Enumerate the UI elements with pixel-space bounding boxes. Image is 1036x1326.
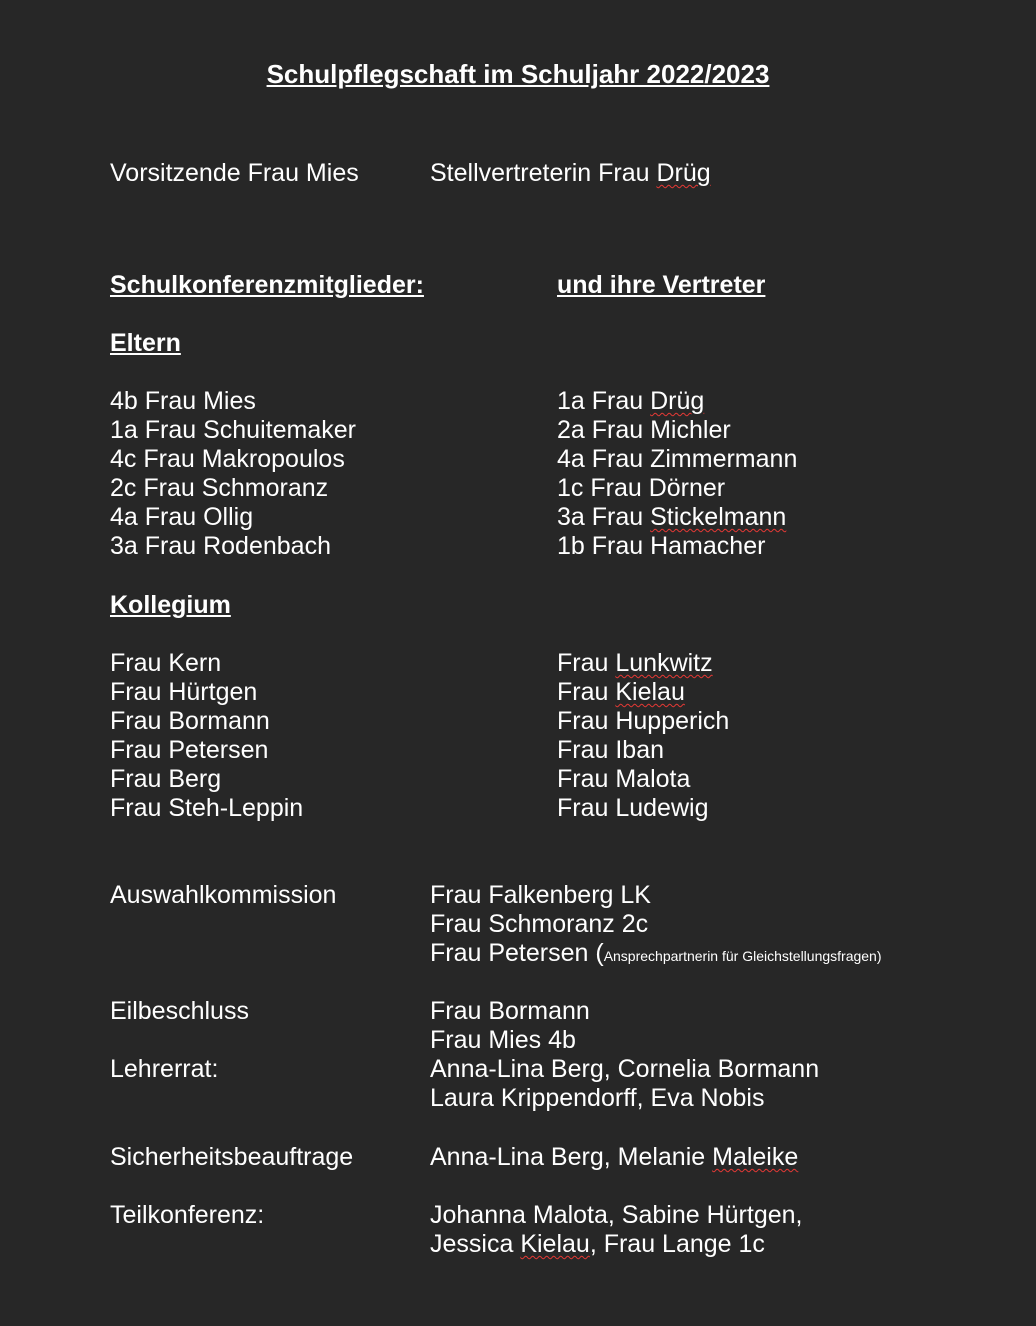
deputy-name: Kielau: [615, 678, 685, 706]
deputy-prefix: 1b Frau Hamacher: [557, 532, 766, 560]
list-item: [557, 736, 729, 765]
urgent-list: [430, 997, 590, 1055]
partial-suffix: , Frau Lange 1c: [589, 1230, 765, 1258]
deputy-prefix: Frau Ludewig: [557, 794, 709, 822]
list-item: Frau Steh-Leppin: [110, 794, 304, 822]
list-item: 4c Frau Makropoulos: [110, 445, 345, 473]
safety-value: [430, 1143, 798, 1172]
selection-note: Ansprechpartnerin für Gleichstellungsfragen): [603, 948, 882, 964]
parents-members-list: [110, 387, 356, 561]
members-heading: Schulkonferenzmitglieder:: [110, 271, 424, 299]
deputy-prefix: 4a Frau Zimmermann: [557, 445, 798, 473]
list-item: Frau Bormann: [430, 997, 590, 1025]
list-item: 4b Frau Mies: [110, 387, 256, 415]
parents-heading: Eltern: [110, 329, 181, 357]
urgent-label: Eilbeschluss: [110, 997, 249, 1025]
list-item: [557, 794, 729, 823]
partial-conf-label: Teilkonferenz:: [110, 1201, 265, 1229]
list-item: [557, 445, 797, 474]
list-item: 4a Frau Ollig: [110, 503, 254, 531]
list-item: Frau Hürtgen: [110, 678, 258, 706]
deputy-prefix: Frau Hupperich: [557, 707, 730, 735]
deputy-chair-prefix: Stellvertreterin Frau: [430, 159, 657, 187]
list-item: [557, 765, 729, 794]
list-item: [557, 678, 729, 707]
list-item: [430, 1230, 802, 1259]
list-item: [557, 503, 797, 532]
deputy-name: Drüg: [650, 387, 705, 415]
staff-members-list: [110, 649, 303, 823]
list-item: [557, 474, 797, 503]
list-item: 2c Frau Schmoranz: [110, 474, 329, 502]
list-item: 3a Frau Rodenbach: [110, 532, 331, 560]
list-item: Frau Kern: [110, 649, 222, 677]
list-item: [557, 707, 729, 736]
list-item: Frau Schmoranz 2c: [430, 910, 649, 938]
staff-heading: Kollegium: [110, 591, 231, 619]
deputy-prefix: Frau: [557, 649, 616, 677]
staff-deputies-list: [557, 649, 729, 823]
deputy-prefix: Frau Iban: [557, 736, 665, 764]
selection-list: [430, 881, 882, 968]
chairperson: Vorsitzende Frau Mies: [110, 159, 359, 187]
deputy-prefix: Frau Malota: [557, 765, 691, 793]
teachers-council-label: Lehrerrat:: [110, 1055, 219, 1083]
selection-line3: Frau Petersen (: [430, 939, 604, 967]
deputy-chair-name: Drüg: [656, 159, 711, 187]
deputy-chairperson: [430, 159, 711, 188]
safety-name: Maleike: [712, 1143, 799, 1171]
deputy-prefix: 1c Frau Dörner: [557, 474, 726, 502]
selection-label: Auswahlkommission: [110, 881, 337, 909]
deputy-prefix: 3a Frau: [557, 503, 651, 531]
partial-name: Kielau: [520, 1230, 590, 1258]
deputy-prefix: 2a Frau Michler: [557, 416, 731, 444]
list-item: [557, 416, 797, 445]
list-item: Johanna Malota, Sabine Hürtgen,: [430, 1201, 803, 1229]
list-item: 1a Frau Schuitemaker: [110, 416, 356, 444]
list-item: Frau Mies 4b: [430, 1026, 576, 1054]
list-item: [430, 939, 882, 968]
deputies-heading: und ihre Vertreter: [557, 271, 766, 299]
deputy-prefix: Frau: [557, 678, 616, 706]
list-item: [557, 649, 729, 678]
page-title: Schulpflegschaft im Schuljahr 2022/2023: [266, 59, 770, 89]
safety-label: Sicherheitsbeauftrage: [110, 1143, 354, 1171]
list-item: Frau Falkenberg LK: [430, 881, 651, 909]
list-item: [557, 532, 797, 561]
list-item: Frau Berg: [110, 765, 222, 793]
list-item: [557, 387, 797, 416]
list-item: Frau Petersen: [110, 736, 269, 764]
parents-deputies-list: [557, 387, 797, 561]
deputy-name: Stickelmann: [650, 503, 787, 531]
safety-prefix: Anna-Lina Berg, Melanie: [430, 1143, 713, 1171]
teachers-council-list: [430, 1055, 819, 1113]
deputy-prefix: 1a Frau: [557, 387, 651, 415]
deputy-name: Lunkwitz: [615, 649, 713, 677]
partial-conf-list: [430, 1201, 802, 1259]
partial-prefix: Jessica: [430, 1230, 521, 1258]
list-item: Laura Krippendorff, Eva Nobis: [430, 1084, 765, 1112]
list-item: Anna-Lina Berg, Cornelia Bormann: [430, 1055, 820, 1083]
list-item: Frau Bormann: [110, 707, 270, 735]
